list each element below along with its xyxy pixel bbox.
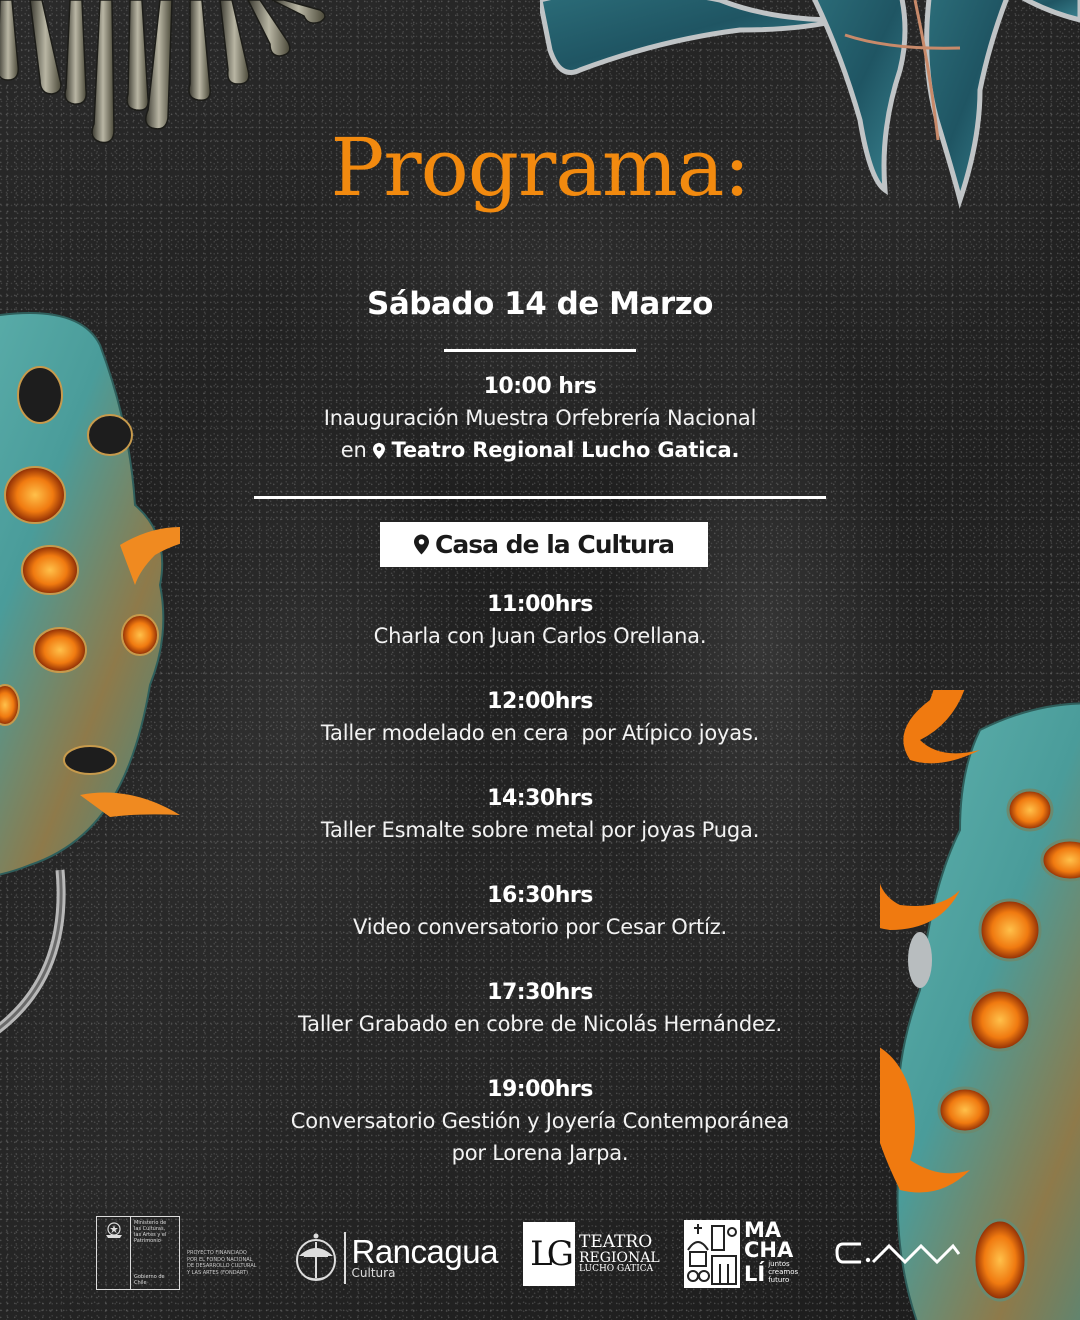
schedule-item bbox=[0, 590, 1080, 687]
machali-line: MA bbox=[744, 1218, 782, 1242]
machali-tagline: creamos bbox=[768, 1268, 799, 1276]
map-pin-icon bbox=[373, 443, 385, 459]
event-description: Video conversatorio por Cesar Ortíz. bbox=[353, 915, 727, 939]
ministerio-line: Patrimonio bbox=[134, 1238, 161, 1244]
schedule-item bbox=[0, 978, 1080, 1075]
rancagua-sub: Cultura bbox=[351, 1266, 396, 1280]
ministerio-line: Ministerio de bbox=[134, 1220, 167, 1226]
ministerio-crest bbox=[97, 1217, 131, 1289]
event-description: Taller Grabado en cobre de Nicolás Hernández. bbox=[298, 1012, 782, 1036]
rancagua-emblem-icon bbox=[294, 1232, 338, 1284]
event-time: 19:00hrs bbox=[487, 1077, 593, 1102]
section-divider bbox=[254, 496, 826, 499]
teatro-line: REGIONAL bbox=[579, 1250, 660, 1266]
chile-coat-of-arms-icon bbox=[103, 1221, 125, 1239]
rancagua-name: Rancagua bbox=[351, 1233, 498, 1270]
event-time: 12:00hrs bbox=[487, 689, 593, 714]
rancagua-cultura-logo bbox=[294, 1230, 498, 1286]
event-date: Sábado 14 de Marzo bbox=[367, 286, 713, 322]
date-divider bbox=[444, 349, 636, 352]
teatro-line: LUCHO GATICA bbox=[579, 1264, 654, 1274]
fondart-credit bbox=[187, 1250, 267, 1276]
event-time: 17:30hrs bbox=[487, 980, 593, 1005]
opening-event bbox=[0, 372, 1080, 466]
schedule-item bbox=[0, 881, 1080, 978]
teatro-regional-logo bbox=[523, 1221, 660, 1287]
ministerio-culturas-logo bbox=[96, 1216, 180, 1290]
map-pin-icon bbox=[414, 534, 429, 555]
fondart-line: DE DESARROLLO CULTURAL bbox=[187, 1263, 257, 1269]
machali-line: LÍ bbox=[744, 1262, 766, 1286]
fondart-line: Y LAS ARTES (FONDART) bbox=[187, 1269, 249, 1276]
event-time: 11:00hrs bbox=[487, 592, 593, 617]
gobierno-label: Gobierno de Chile bbox=[134, 1274, 165, 1286]
machali-tagline: futuro bbox=[768, 1276, 790, 1284]
logo-divider bbox=[344, 1232, 346, 1284]
event-time: 14:30hrs bbox=[487, 786, 593, 811]
opening-location-prefix: en bbox=[340, 438, 367, 462]
machali-line: CHA bbox=[744, 1238, 794, 1262]
opening-description: Inauguración Muestra Orfebrería Nacional bbox=[323, 406, 757, 430]
schedule-item bbox=[0, 1075, 1080, 1172]
opening-time: 10:00 hrs bbox=[483, 374, 597, 399]
event-description: Charla con Juan Carlos Orellana. bbox=[373, 624, 707, 648]
ministerio-line: las Culturas, bbox=[134, 1226, 166, 1232]
event-description: Conversatorio Gestión y Joyería Contemporánea bbox=[290, 1109, 790, 1133]
fondart-line: POR EL FONDO NACIONAL bbox=[187, 1256, 253, 1263]
opening-location: Teatro Regional Lucho Gatica. bbox=[391, 438, 740, 462]
schedule-list bbox=[0, 590, 1080, 1172]
cam-logo bbox=[835, 1240, 961, 1268]
opening-location-line bbox=[0, 434, 1080, 466]
event-description: Taller modelado en cera por Atípico joyas. bbox=[320, 721, 760, 745]
machali-city-icon bbox=[684, 1220, 740, 1288]
venue-name: Casa de la Cultura bbox=[434, 530, 675, 559]
machali-tagline: juntos bbox=[768, 1260, 790, 1268]
venue-badge bbox=[380, 522, 708, 567]
event-description-line-2: por Lorena Jarpa. bbox=[451, 1141, 629, 1165]
fondart-line: PROYECTO FINANCIADO bbox=[187, 1250, 247, 1256]
teatro-line: TEATRO bbox=[579, 1232, 653, 1252]
ministerio-line: las Artes y el bbox=[134, 1232, 167, 1238]
poster-title: Programa: bbox=[330, 121, 750, 214]
machali-logo bbox=[684, 1220, 798, 1290]
teatro-monogram: LG bbox=[523, 1222, 575, 1286]
event-time: 16:30hrs bbox=[487, 883, 593, 908]
event-description: Taller Esmalte sobre metal por joyas Puga. bbox=[320, 818, 760, 842]
schedule-item bbox=[0, 687, 1080, 784]
schedule-item bbox=[0, 784, 1080, 881]
